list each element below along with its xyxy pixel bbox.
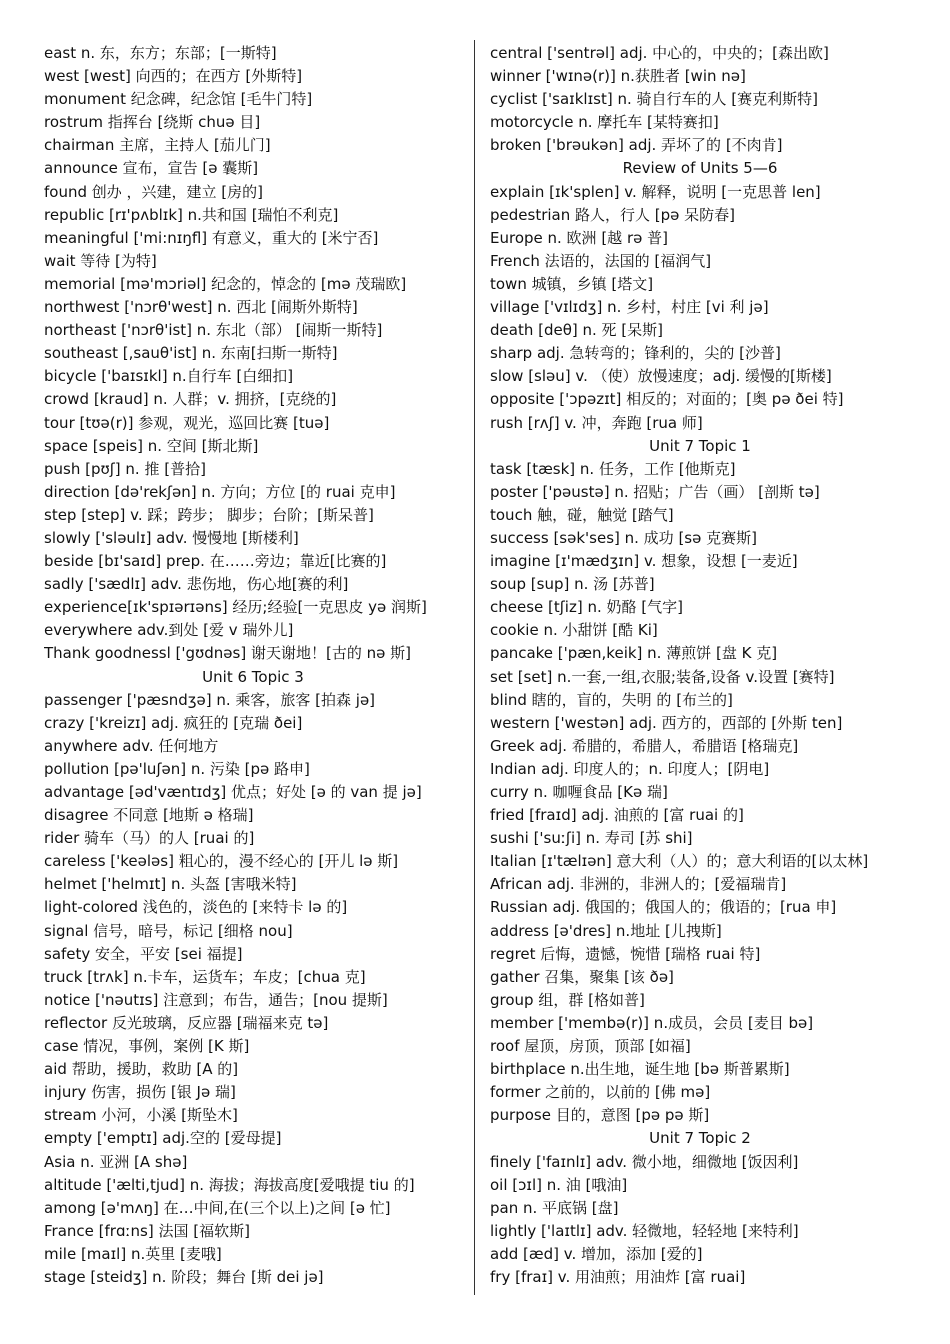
vocab-entry: add [æd] v. 增加，添加 [爱的] bbox=[490, 1244, 703, 1263]
vocab-entry: crowd [kraud] n. 人群；v. 拥挤，[克绕的] bbox=[44, 390, 337, 409]
vocab-entry: set [set] n.一套,一组,衣服;装备,设备 v.设置 [赛特] bbox=[490, 667, 835, 686]
vocab-entry: crazy ['kreizɪ] adj. 疯狂的 [克瑞 ðei] bbox=[44, 713, 303, 732]
vocab-entry: helmet ['helmɪt] n. 头盔 [害哦米特] bbox=[44, 875, 297, 894]
vocab-entry: aid 帮助，援助，救助 [A 的] bbox=[44, 1060, 239, 1079]
vocab-entry: republic [rɪ'pʌblɪk] n.共和国 [瑞怕不利克] bbox=[44, 205, 339, 224]
vocab-entry: fried [fraɪd] adj. 油煎的 [富 ruai 的] bbox=[490, 806, 744, 825]
vocab-entry: explain [ɪk'splen] v. 解释，说明 [一克思普 len] bbox=[490, 182, 821, 201]
vocab-entry: finely ['faɪnlɪ] adv. 微小地，细微地 [饭因利] bbox=[490, 1152, 799, 1171]
vocab-entry: Europe n. 欧洲 [越 rə 普] bbox=[490, 228, 668, 247]
vocab-entry: lightly ['laɪtlɪ] adv. 轻微地，轻轻地 [来特利] bbox=[490, 1221, 799, 1240]
vocab-entry: cheese [tʃiz] n. 奶酪 [气字] bbox=[490, 598, 683, 617]
vocab-entry: mile [maɪl] n.英里 [麦哦] bbox=[44, 1244, 222, 1263]
vocab-entry: reflector 反光玻璃，反应器 [瑞福来克 tə] bbox=[44, 1013, 329, 1032]
section-heading: Unit 7 Topic 2 bbox=[649, 1129, 751, 1148]
vocab-entry: beside [bɪ'saɪd] prep. 在……旁边；靠近[比赛的] bbox=[44, 552, 387, 571]
vocab-entry: pancake ['pæn,keik] n. 薄煎饼 [盘 K 克] bbox=[490, 644, 778, 663]
vocab-entry: passenger ['pæsndʒə] n. 乘客，旅客 [拍森 jə] bbox=[44, 690, 376, 709]
vocab-entry: tour [tʊə(r)] 参观，观光，巡回比赛 [tuə] bbox=[44, 413, 330, 432]
vocab-entry: sadly ['sædlɪ] adv. 悲伤地，伤心地[赛的利] bbox=[44, 575, 349, 594]
vocab-entry: push [pʊʃ] n. 推 [普拾] bbox=[44, 459, 206, 478]
vocab-entry: blind 瞎的，盲的，失明 的 [布兰的] bbox=[490, 690, 733, 709]
vocab-entry: oil [ɔɪl] n. 油 [哦油] bbox=[490, 1175, 628, 1194]
vocab-entry: curry n. 咖喱食品 [Kə 瑞] bbox=[490, 783, 668, 801]
vocab-entry: winner ['wɪnə(r)] n.获胜者 [win nə] bbox=[490, 67, 746, 86]
vocab-entry: southeast [,sauθ'ist] n. 东南[扫斯一斯特] bbox=[44, 344, 338, 363]
vocab-entry: space [speis] n. 空间 [斯北斯] bbox=[44, 436, 259, 455]
vocab-entry: advantage [əd'væntɪdʒ] 优点；好处 [ə 的 van 提 jə] bbox=[44, 783, 422, 801]
vocab-entry: town 城镇，乡镇 [塔文] bbox=[490, 274, 654, 293]
section-heading: Unit 6 Topic 3 bbox=[202, 667, 304, 686]
vocab-entry: disagree 不同意 [地斯 ə 格瑞] bbox=[44, 806, 254, 825]
vocab-entry: pan n. 平底锅 [盘] bbox=[490, 1198, 619, 1217]
vocab-entry: soup [sup] n. 汤 [苏普] bbox=[490, 575, 655, 594]
vocab-entry: slowly ['sləulɪ] adv. 慢慢地 [斯楼利] bbox=[44, 528, 299, 547]
vocab-entry: village ['vɪlɪdʒ] n. 乡村，村庄 [vi 利 jə] bbox=[490, 298, 769, 317]
vocab-entry: injury 伤害，损伤 [银 Jə 瑞] bbox=[44, 1083, 236, 1102]
vocab-entry: African adj. 非洲的，非洲人的；[爱福瑞肯] bbox=[490, 875, 787, 894]
vocab-entry: pedestrian 路人，行人 [pə 呆防春] bbox=[490, 205, 735, 224]
vocab-entry: careless ['keələs] 粗心的，漫不经心的 [开儿 lə 斯] bbox=[44, 852, 399, 871]
vocab-entry: touch 触，碰，触觉 [踏气] bbox=[490, 505, 674, 524]
vocab-entry: Thank goodnessl ['gʊdnəs] 谢天谢地！[古的 nə 斯] bbox=[44, 644, 411, 663]
vocab-entry: empty ['emptɪ] adj.空的 [爱母提] bbox=[44, 1129, 282, 1148]
section-heading: Review of Units 5—6 bbox=[622, 159, 778, 178]
vocab-entry: French 法语的，法国的 [福润气] bbox=[490, 251, 712, 270]
vocab-entry: roof 屋顶，房顶，顶部 [如福] bbox=[490, 1037, 691, 1056]
vocab-entry: rider 骑车（马）的人 [ruai 的] bbox=[44, 829, 255, 848]
vocab-entry: among [ə'mʌŋ] 在…中间,在(三个以上)之间 [ə 忙] bbox=[44, 1198, 391, 1217]
section-heading: Unit 7 Topic 1 bbox=[649, 436, 751, 455]
vocab-entry: found 创办 ，兴建，建立 [房的] bbox=[44, 182, 264, 201]
vocab-entry: wait 等待 [为特] bbox=[44, 251, 157, 270]
vocab-entry: Greek adj. 希腊的，希腊人，希腊语 [格瑞克] bbox=[490, 736, 799, 755]
vocab-entry: gather 召集，聚集 [该 ðə] bbox=[490, 967, 674, 986]
vocab-entry: task [tæsk] n. 任务，工作 [他斯克] bbox=[490, 459, 736, 478]
vocab-entry: regret 后悔，遗憾，惋惜 [瑞格 ruai 特] bbox=[490, 944, 761, 963]
vocab-entry: announce 宣布，宣告 [ə 囊斯] bbox=[44, 159, 259, 178]
vocab-entry: group 组，群 [格如普] bbox=[490, 990, 645, 1009]
vocab-entry: success [sək'ses] n. 成功 [sə 克赛斯] bbox=[490, 528, 757, 547]
vocab-entry: northwest ['nɔrθ'west] n. 西北 [闹斯外斯特] bbox=[44, 298, 358, 317]
vocab-entry: former 之前的，以前的 [佛 mə] bbox=[490, 1083, 711, 1102]
vocab-entry: rush [rʌʃ] v. 冲，奔跑 [rua 师] bbox=[490, 413, 703, 432]
vocab-entry: cookie n. 小甜饼 [酷 Ki] bbox=[490, 621, 658, 640]
vocab-entry: east n. 东，东方；东部；[一斯特] bbox=[44, 44, 277, 62]
vocab-entry: rostrum 指挥台 [绕斯 chuə 目] bbox=[44, 113, 261, 132]
vocab-entry: chairman 主席，主持人 [茄儿门] bbox=[44, 136, 271, 155]
left-column bbox=[44, 42, 462, 1289]
vocab-entry: case 情况，事例，案例 [K 斯] bbox=[44, 1037, 250, 1056]
vocab-entry: motorcycle n. 摩托车 [某特赛扣] bbox=[490, 113, 719, 132]
vocab-entry: bicycle ['baɪsɪkl] n.自行车 [白细扣] bbox=[44, 367, 294, 386]
vocab-entry: safety 安全，平安 [sei 福提] bbox=[44, 944, 243, 963]
vocab-entry: sharp adj. 急转弯的；锋利的，尖的 [沙普] bbox=[490, 344, 781, 363]
vocab-entry: opposite ['ɔpəzɪt] 相反的；对面的；[奥 pə ðei 特] bbox=[490, 390, 844, 409]
vocab-entry: western ['westən] adj. 西方的，西部的 [外斯 ten] bbox=[490, 713, 843, 732]
vocab-entry: member ['membə(r)] n.成员，会员 [麦目 bə] bbox=[490, 1013, 814, 1032]
vocab-entry: France [frɑːns] 法国 [福软斯] bbox=[44, 1221, 250, 1240]
vocab-entry: meaningful ['mi:nɪŋfl] 有意义，重大的 [米宁否] bbox=[44, 228, 379, 247]
vocab-entry: poster ['pəustə] n. 招贴；广告（画） [剖斯 tə] bbox=[490, 482, 820, 501]
vocab-entry: memorial [mə'mɔriəl] 纪念的，悼念的 [mə 茂瑞欧] bbox=[44, 274, 407, 293]
column-divider bbox=[474, 40, 475, 1295]
vocab-entry: altitude ['ælti,tjud] n. 海拔；海拔高度[爱哦提 tiu 的] bbox=[44, 1175, 415, 1194]
vocab-entry: northeast ['nɔrθ'ist] n. 东北（部） [闹斯一斯特] bbox=[44, 321, 383, 340]
vocab-entry: signal 信号，暗号，标记 [细格 nou] bbox=[44, 921, 293, 940]
vocab-entry: Russian adj. 俄国的；俄国人的；俄语的；[rua 申] bbox=[490, 898, 837, 917]
vocab-entry: stage [steidʒ] n. 阶段；舞台 [斯 dei jə] bbox=[44, 1267, 324, 1286]
vocab-entry: broken ['brəukən] adj. 弄坏了的 [不肉肯] bbox=[490, 136, 783, 155]
vocab-entry: Indian adj. 印度人的；n. 印度人；[阴电] bbox=[490, 759, 770, 778]
vocab-entry: anywhere adv. 任何地方 bbox=[44, 736, 219, 755]
vocab-entry: Asia n. 亚洲 [A shə] bbox=[44, 1152, 188, 1171]
vocab-entry: imagine [ɪ'mædʒɪn] v. 想象，设想 [一麦近] bbox=[490, 552, 798, 571]
vocab-entry: Italian [ɪ'tælɪən] 意大利（人）的；意大利语的[以太林] bbox=[490, 852, 869, 871]
vocab-entry: death [deθ] n. 死 [呆斯] bbox=[490, 321, 664, 340]
vocab-entry: purpose 目的，意图 [pə pə 斯] bbox=[490, 1106, 710, 1125]
vocab-entry: light-colored 浅色的，淡色的 [来特卡 lə 的] bbox=[44, 898, 348, 917]
vocab-entry: experience[ɪk'spɪərɪəns] 经历;经验[一克思皮 yə 润斯] bbox=[44, 598, 427, 617]
vocab-entry: cyclist ['saɪklɪst] n. 骑自行车的人 [赛克利斯特] bbox=[490, 90, 818, 109]
vocab-entry: step [step] v. 踩；跨步； 脚步；台阶；[斯呆普] bbox=[44, 505, 374, 524]
vocab-entry: fry [fraɪ] v. 用油煎；用油炸 [富 ruai] bbox=[490, 1267, 746, 1286]
vocab-entry: truck [trʌk] n.卡车，运货车；车皮；[chua 克] bbox=[44, 967, 366, 986]
right-column bbox=[490, 42, 910, 1289]
vocab-entry: central ['sentrəl] adj. 中心的，中央的；[森出欧] bbox=[490, 44, 829, 62]
vocab-entry: everywhere adv.到处 [爱 v 瑞外儿] bbox=[44, 621, 294, 640]
vocab-entry: birthplace n.出生地，诞生地 [bə 斯普累斯] bbox=[490, 1060, 790, 1079]
vocab-entry: direction [də'rekʃən] n. 方向；方位 [的 ruai 克申] bbox=[44, 482, 396, 501]
vocab-entry: pollution [pə'luʃən] n. 污染 [pə 路申] bbox=[44, 759, 310, 778]
vocab-entry: stream 小河，小溪 [斯坠木] bbox=[44, 1106, 238, 1125]
vocab-entry: notice ['nəutɪs] 注意到；布告，通告；[nou 提斯] bbox=[44, 990, 388, 1009]
vocab-entry: west [west] 向西的；在西方 [外斯特] bbox=[44, 67, 303, 86]
vocab-entry: address [ə'dres] n.地址 [儿拽斯] bbox=[490, 921, 722, 940]
vocab-entry: sushi ['suːʃi] n. 寿司 [苏 shi] bbox=[490, 829, 693, 848]
vocab-entry: slow [sləu] v. （使）放慢速度；adj. 缓慢的[斯楼] bbox=[490, 367, 832, 386]
vocab-entry: monument 纪念碑，纪念馆 [毛牛门特] bbox=[44, 90, 313, 109]
